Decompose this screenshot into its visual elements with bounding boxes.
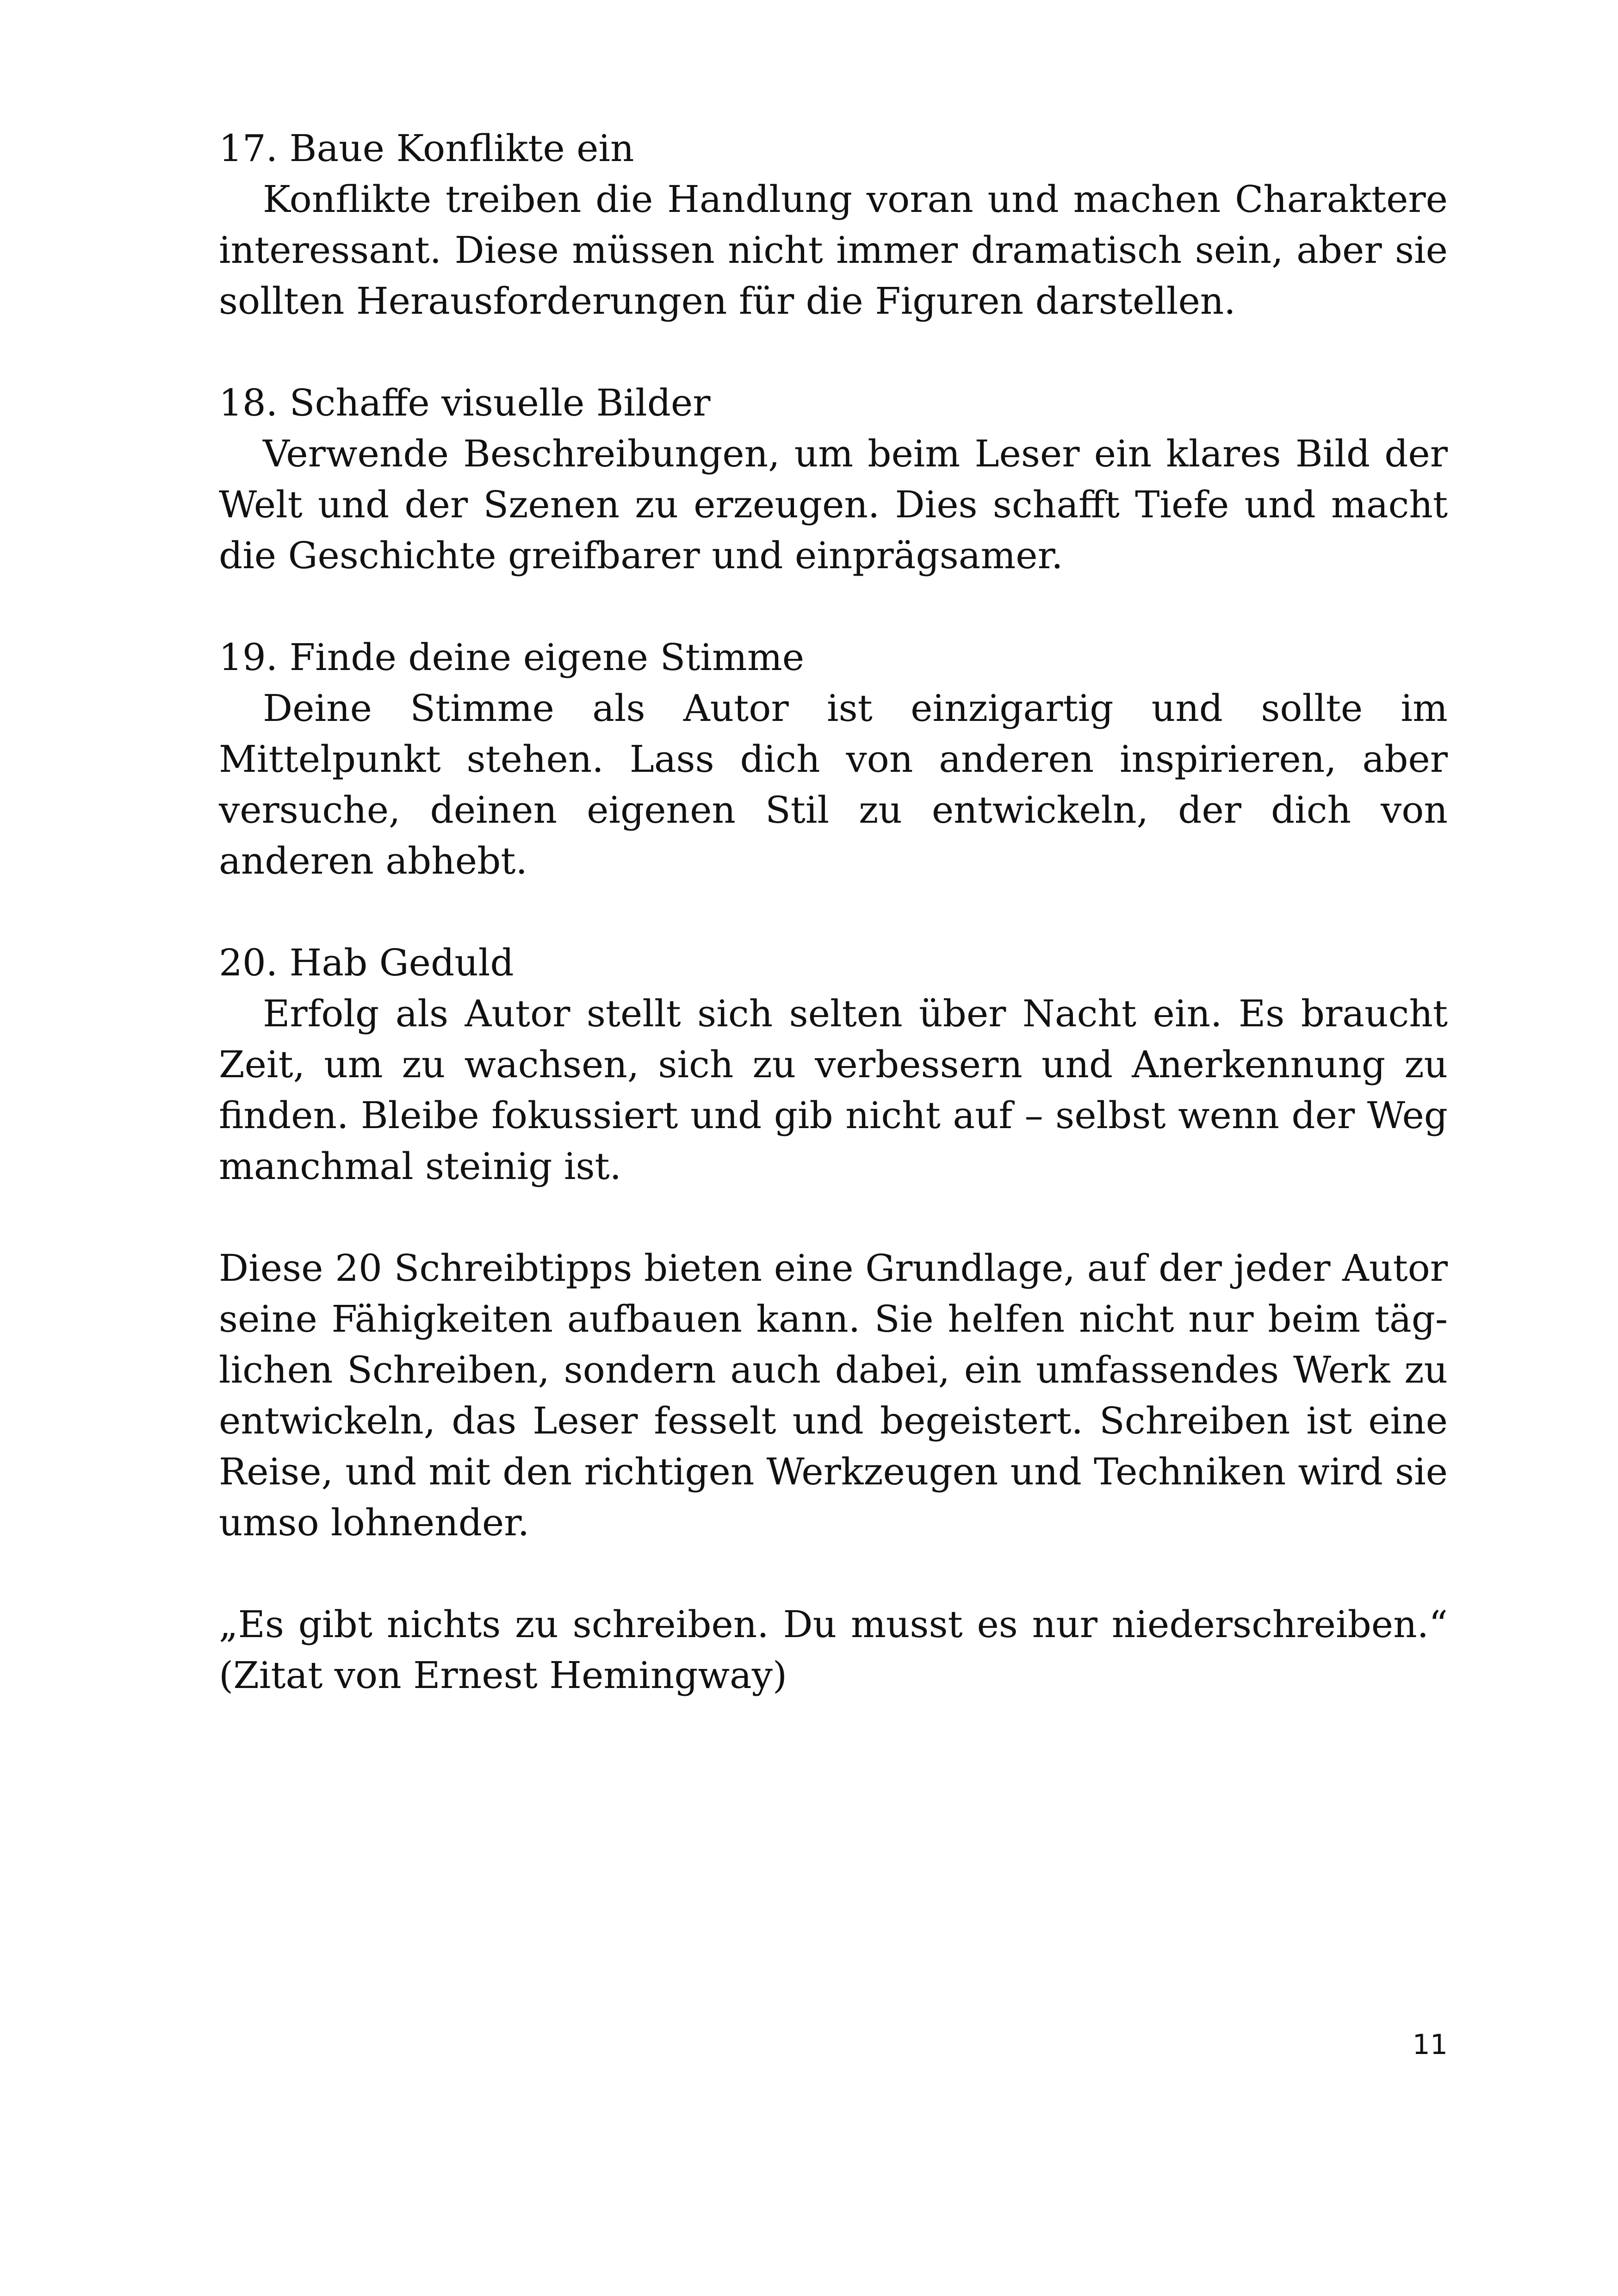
closing-paragraph: Diese 20 Schreibtipps bieten eine Grundlage, auf der jeder Autor seine Fähigkeiten aufbauen kann. Sie helfen nicht nur beim täglichen Schreiben, sondern auch dabei, ein umfassendes Werk zu entwickeln, das Leser fesselt und begeistert. Schreiben ist eine Reise, und mit den richtigen Werkzeugen und Techniken wird sie umso lohnender. — [219, 1247, 1448, 1544]
section-heading: 19. Finde deine eigene Stimme — [219, 636, 805, 679]
tip-section-18 — [219, 378, 1448, 581]
section-heading: 18. Schaffe visuelle Bilder — [219, 381, 711, 424]
tip-section-20 — [219, 937, 1448, 1192]
section-paragraph: Erfolg als Autor stellt sich selten über Nacht ein. Es braucht Zeit, um zu wachsen, sich zu verbessern und Anerkennung zu finden. Bleibe fokussiert und gib nicht auf – selbst wenn der Weg manchmal steinig ist. — [219, 992, 1448, 1188]
section-paragraph: Konflikte treiben die Handlung voran und machen Charaktere interessant. Diese müssen nicht immer dramatisch sein, aber sie sollten Herausforderungen für die Figuren darstellen. — [219, 178, 1448, 323]
quote-text: „Es gibt nichts zu schreiben. Du musst es nur niederschreiben.“ — [219, 1603, 1448, 1646]
section-paragraph: Deine Stimme als Autor ist einzigartig und sollte im Mittelpunkt stehen. Lass dich von anderen inspirieren, aber versuche, deinen eigenen Stil zu entwickeln, der dich von anderen abhebt. — [219, 687, 1448, 882]
section-heading: 17. Baue Konflikte ein — [219, 127, 634, 170]
tip-section-19 — [219, 632, 1448, 887]
hemingway-quote — [219, 1599, 1448, 1701]
page-body — [219, 123, 1448, 1701]
section-heading: 20. Hab Geduld — [219, 941, 514, 984]
tip-section-17 — [219, 123, 1448, 327]
page-number: 11 — [1412, 2029, 1448, 2061]
section-paragraph: Verwende Beschreibungen, um beim Leser ein klares Bild der Welt und der Szenen zu erzeugen. Dies schafft Tiefe und macht die Geschichte greifbarer und einprägsamer. — [219, 432, 1448, 577]
quote-source: (Zitat von Ernest Hemingway) — [219, 1654, 787, 1697]
